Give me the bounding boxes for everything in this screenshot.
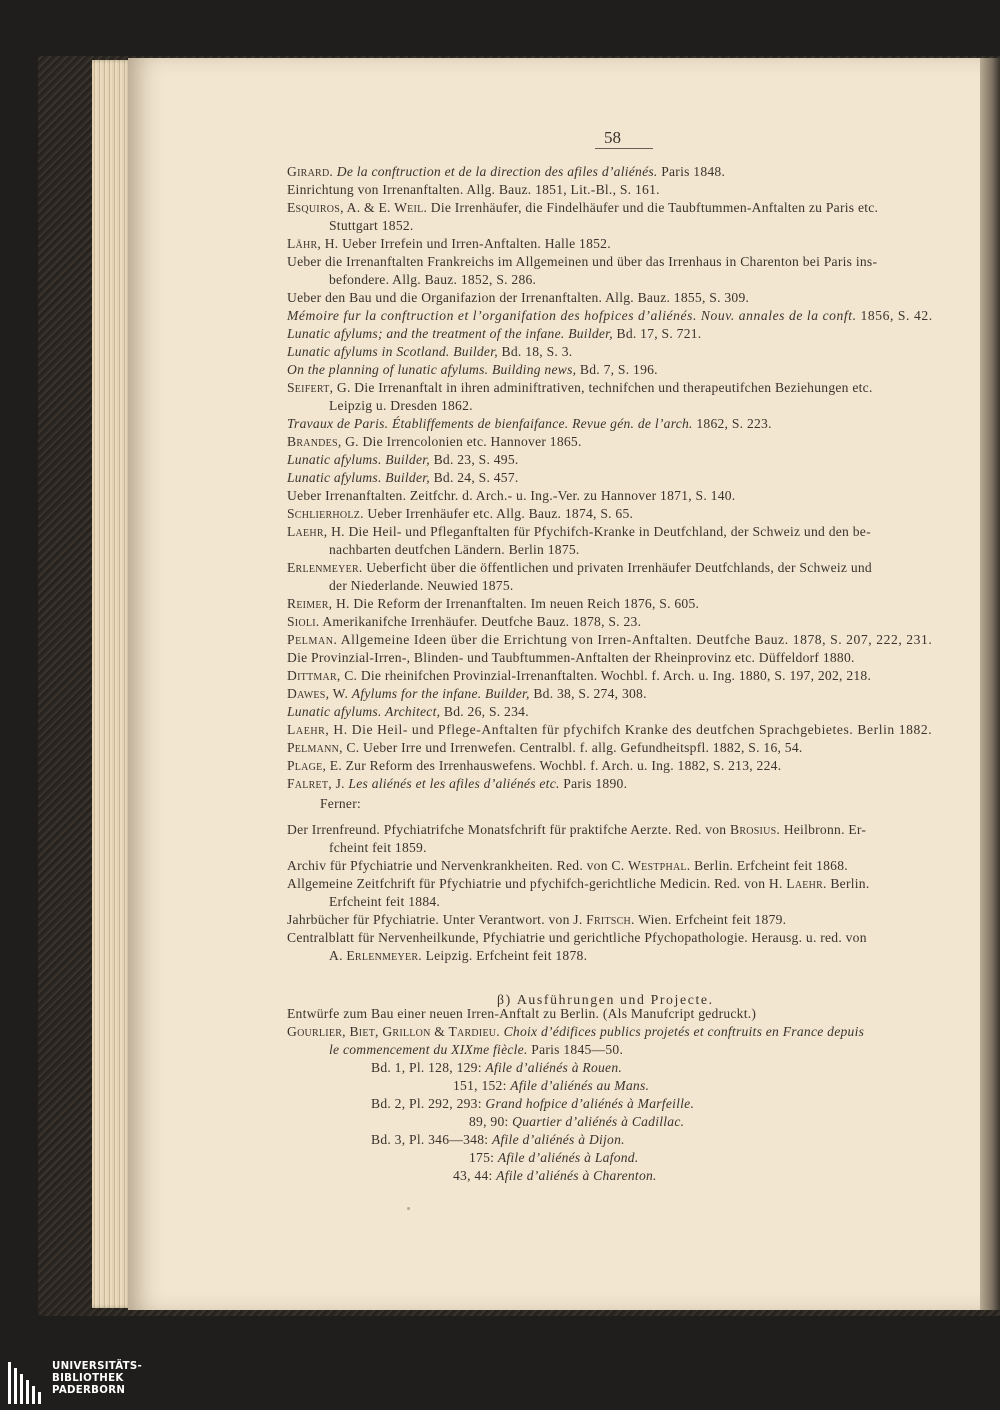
- text-line: [287, 911, 786, 929]
- line-text: Berlin.: [826, 876, 870, 891]
- text-line: [287, 433, 582, 451]
- text-line: [329, 271, 536, 289]
- title-text: Lunatic afylums; and the treatment of the infane. Builder,: [287, 326, 613, 341]
- author-name: Schlierholz.: [287, 506, 364, 521]
- text-line: [329, 947, 587, 965]
- text-line: [287, 289, 749, 307]
- text-line: [287, 739, 803, 757]
- text-line: [287, 469, 519, 487]
- page-number: 58: [604, 128, 621, 147]
- text-line: [287, 487, 735, 505]
- author-name: Erlenmeyer.: [287, 560, 363, 575]
- line-text: Die Heil- und Pfleganftalten für Pfychifch-Kranke in Deutfchland, der Schweiz und den be-: [344, 524, 871, 539]
- text-line: [287, 757, 781, 775]
- line-text: Bd. 2, Pl. 292, 293:: [371, 1096, 486, 1111]
- line-text: Paris 1890.: [559, 776, 628, 791]
- author-name: Brandes, G.: [287, 434, 359, 449]
- line-text: Erfcheint feit 1884.: [329, 894, 441, 909]
- title-text: le commencement du XIXme fiècle.: [329, 1042, 528, 1057]
- line-text: Ueber Irre und Irrenwefen. Centralbl. f. allg. Gefundheitspfl. 1882, S. 16, 54.: [359, 740, 803, 755]
- text-line: [329, 397, 473, 415]
- title-text: Afile d’aliénés à Dijon.: [491, 1132, 625, 1147]
- line-text: fcheint feit 1859.: [329, 840, 427, 855]
- line-text: Ueberficht über die öffentlichen und privaten Irrenhäufer Deutfchlands, der Schweiz und: [362, 560, 872, 575]
- author-name: Pelman.: [287, 632, 338, 647]
- text-line: [287, 595, 699, 613]
- text-line: [287, 775, 627, 793]
- text-line: [287, 523, 871, 541]
- text-line: [453, 1077, 649, 1095]
- title-text: Choix d’édifices publics projetés et conftruits en France depuis: [503, 1024, 865, 1039]
- title-text: Lunatic afylums. Builder,: [287, 452, 430, 467]
- line-text: A.: [329, 948, 347, 963]
- title-text: Grand hofpice d’aliénés à Marfeille.: [485, 1096, 695, 1111]
- author-name: Falret, J.: [287, 776, 345, 791]
- line-text: Entwürfe zum Bau einer neuen Irren-Anftalt zu Berlin. (Als Manufcript gedruckt.): [287, 1006, 757, 1021]
- line-text: Die Irrencolonien etc. Hannover 1865.: [358, 434, 582, 449]
- line-text: Ueber Irrenanftalten. Zeitfchr. d. Arch.- u. Ing.-Ver. zu Hannover 1871, S. 140.: [287, 488, 736, 503]
- author-name: Plage, E.: [287, 758, 342, 773]
- text-line: [287, 235, 611, 253]
- line-text: Bd. 3, Pl. 346—348:: [371, 1132, 492, 1147]
- title-text: Afylums for the infane. Builder,: [351, 686, 530, 701]
- text-line: [287, 1023, 864, 1041]
- line-text: Die rheinifchen Provinzial-Irrenanftalten. Wochbl. f. Arch. u. Ing. 1880, S. 197, 202, 218.: [357, 668, 872, 683]
- line-text: Amerikanifche Irrenhäufer. Deutfche Bauz. 1878, S. 23.: [319, 614, 642, 629]
- author-name: Dawes, W.: [287, 686, 349, 701]
- line-text: Ueber die Irrenanftalten Frankreichs im Allgemeinen und über das Irrenhaus in Charenton bei Paris ins-: [287, 254, 878, 269]
- line-text: nachbarten deutfchen Ländern. Berlin 1875.: [329, 542, 580, 557]
- text-line: [329, 1041, 623, 1059]
- author-name: Sioli.: [287, 614, 320, 629]
- line-text: Allgemeine Ideen über die Errichtung von Irren-Anftalten. Deutfche Bauz. 1878, S. 207, 222, 231.: [337, 632, 933, 647]
- text-line: [287, 325, 701, 343]
- line-text: Heilbronn. Er-: [780, 822, 867, 837]
- text-line: [287, 181, 660, 199]
- title-text: Afile d’aliénés à Lafond.: [497, 1150, 639, 1165]
- line-text: 1862, S. 223.: [692, 416, 772, 431]
- logo-line: PADERBORN: [52, 1385, 126, 1396]
- line-text: Einrichtung von Irrenanftalten. Allg. Bauz. 1851, Lit.-Bl., S. 161.: [287, 182, 660, 197]
- line-text: Die Irrenhäufer, die Findelhäufer und die Taubftummen-Anftalten zu Paris etc.: [427, 200, 879, 215]
- line-text: der Niederlande. Neuwied 1875.: [329, 578, 514, 593]
- title-text: Lunatic afylums. Builder,: [287, 470, 430, 485]
- title-text: On the planning of lunatic afylums. Building news,: [287, 362, 577, 377]
- library-logo: [0, 1358, 160, 1410]
- author-name: Laehr, H.: [287, 722, 348, 737]
- author-name: Gourlier, Biet, Grillon & Tardieu.: [287, 1024, 500, 1039]
- text-line: [469, 1113, 684, 1131]
- library-logo-text: [52, 1361, 142, 1397]
- title-text: Lunatic afylums in Scotland. Builder,: [287, 344, 498, 359]
- line-text: 175:: [469, 1150, 498, 1165]
- title-text: Afile d’aliénés à Rouen.: [485, 1060, 623, 1075]
- text-line: [329, 541, 580, 559]
- author-name: Erlenmeyer.: [346, 948, 422, 963]
- text-line: [287, 721, 932, 739]
- line-text: Archiv für Pfychiatrie und Nervenkrankheiten. Red. von C.: [287, 858, 629, 873]
- text-line: [453, 1167, 657, 1185]
- logo-line: UNIVERSITÄTS-: [52, 1361, 143, 1372]
- author-name: Esquiros, A. & E. Weil.: [287, 200, 428, 215]
- text-line: [287, 559, 872, 577]
- text-line: [329, 893, 440, 911]
- line-text: Paris 1848.: [657, 164, 726, 179]
- text-line: [287, 505, 633, 523]
- line-text: Bd. 24, S. 457.: [429, 470, 519, 485]
- author-name: Brosius.: [730, 822, 781, 837]
- title-text: De la conftruction et de la direction des afiles d’aliénés.: [336, 164, 658, 179]
- line-text: Die Heil- und Pflege-Anftalten für pfychifch Kranke des deutfchen Sprachgebietes. Berlin 1882.: [347, 722, 933, 737]
- page-number-rule: [595, 148, 653, 149]
- line-text: Paris 1845—50.: [527, 1042, 624, 1057]
- line-text: Bd. 1, Pl. 128, 129:: [371, 1060, 486, 1075]
- line-text: Allgemeine Zeitfchrift für Pfychiatrie und pfychifch-gerichtliche Medicin. Red. von H.: [287, 876, 787, 891]
- line-text: Bd. 23, S. 495.: [429, 452, 519, 467]
- line-text: befondere. Allg. Bauz. 1852, S. 286.: [329, 272, 537, 287]
- text-line: [287, 343, 572, 361]
- title-text: Mémoire fur la conftruction et l’organifation des hofpices d’aliénés. Nouv. annales de la conft.: [287, 308, 857, 323]
- author-name: Seifert, G.: [287, 380, 351, 395]
- title-text: Afile d’aliénés au Mans.: [510, 1078, 650, 1093]
- text-line: [329, 839, 427, 857]
- text-line: [371, 1059, 622, 1077]
- text-line: [287, 649, 855, 667]
- line-text: Die Reform der Irrenanftalten. Im neuen Reich 1876, S. 605.: [349, 596, 700, 611]
- title-text: Les aliénés et les afiles d’aliénés etc.: [348, 776, 560, 791]
- title-text: Quartier d’aliénés à Cadillac.: [512, 1114, 685, 1129]
- author-name: Westphal.: [628, 858, 691, 873]
- line-text: Bd. 26, S. 234.: [440, 704, 529, 719]
- line-text: Ueber den Bau und die Organifazion der Irrenanftalten. Allg. Bauz. 1855, S. 309.: [287, 290, 750, 305]
- line-text: Berlin. Erfcheint feit 1868.: [690, 858, 848, 873]
- line-text: Bd. 38, S. 274, 308.: [529, 686, 647, 701]
- text-line: [287, 875, 869, 893]
- text-line: [287, 685, 647, 703]
- facing-page-edge: [980, 58, 1000, 1310]
- line-text: Ferner:: [320, 796, 362, 811]
- text-line: [329, 577, 514, 595]
- line-text: Bd. 18, S. 3.: [497, 344, 573, 359]
- text-line: [287, 307, 933, 325]
- line-text: Die Provinzial-Irren-, Blinden- und Taubftummen-Anftalten der Rheinprovinz etc. Düffeldorf 1880.: [287, 650, 855, 665]
- author-name: Dittmar, C.: [287, 668, 358, 683]
- paper-speck: [407, 1207, 410, 1210]
- author-name: Pelmann, C.: [287, 740, 360, 755]
- line-text: Jahrbücher für Pfychiatrie. Unter Verantwort. von J.: [287, 912, 587, 927]
- line-text: Centralblatt für Nervenheilkunde, Pfychiatrie und gerichtliche Pfychopathologie. Herausg. u. red. von: [287, 930, 867, 945]
- text-line: [287, 821, 866, 839]
- logo-line: BIBLIOTHEK: [52, 1373, 124, 1384]
- line-text: Ueber Irrefein und Irren-Anftalten. Halle 1852.: [338, 236, 611, 251]
- text-line: [287, 613, 641, 631]
- line-text: Zur Reform des Irrenhauswefens. Wochbl. f. Arch. u. Ing. 1882, S. 213, 224.: [341, 758, 782, 773]
- text-line: [287, 253, 877, 271]
- text-line: [371, 1095, 694, 1113]
- text-line: [287, 857, 848, 875]
- author-name: Fritsch.: [586, 912, 635, 927]
- text-line: [287, 631, 932, 649]
- text-line: [320, 795, 361, 813]
- text-line: [287, 199, 878, 217]
- line-text: Leipzig. Erfcheint feit 1878.: [421, 948, 588, 963]
- line-text: 151, 152:: [453, 1078, 511, 1093]
- title-text: Afile d’aliénés à Charenton.: [496, 1168, 657, 1183]
- text-line: [287, 451, 519, 469]
- text-line: [329, 217, 414, 235]
- line-text: 89, 90:: [469, 1114, 513, 1129]
- text-line: [287, 415, 772, 433]
- line-text: Leipzig u. Dresden 1862.: [329, 398, 473, 413]
- library-logo-mark: [8, 1362, 46, 1404]
- title-text: Lunatic afylums. Architect,: [287, 704, 441, 719]
- line-text: Stuttgart 1852.: [329, 218, 414, 233]
- author-name: Lähr, H.: [287, 236, 339, 251]
- section-heading: β) Ausführungen und Projecte.: [497, 992, 714, 1007]
- text-line: [469, 1149, 639, 1167]
- page-edges: [92, 60, 132, 1308]
- line-text: Wien. Erfcheint feit 1879.: [634, 912, 787, 927]
- line-text: Der Irrenfreund. Pfychiatrifche Monatsfchrift für praktifche Aerzte. Red. von: [287, 822, 730, 837]
- line-text: Bd. 7, S. 196.: [576, 362, 658, 377]
- title-text: Travaux de Paris. Établiffements de bienfaifance. Revue gén. de l’arch.: [287, 416, 693, 431]
- author-name: Laehr, H.: [287, 524, 345, 539]
- text-line: [287, 163, 725, 181]
- author-name: Reimer, H.: [287, 596, 350, 611]
- line-text: Die Irrenanftalt in ihren adminiftrativen, technifchen und therapeutifchen Beziehungen etc.: [350, 380, 873, 395]
- text-line: [287, 379, 873, 397]
- text-line: [371, 1131, 625, 1149]
- text-line: [287, 929, 867, 947]
- author-name: Girard.: [287, 164, 334, 179]
- text-line: [287, 361, 658, 379]
- line-text: 1856, S. 42.: [856, 308, 933, 323]
- line-text: 43, 44:: [453, 1168, 497, 1183]
- text-line: [287, 667, 871, 685]
- text-line: [287, 703, 529, 721]
- author-name: Laehr.: [786, 876, 827, 891]
- line-text: Bd. 17, S. 721.: [612, 326, 702, 341]
- line-text: Ueber Irrenhäufer etc. Allg. Bauz. 1874, S. 65.: [363, 506, 634, 521]
